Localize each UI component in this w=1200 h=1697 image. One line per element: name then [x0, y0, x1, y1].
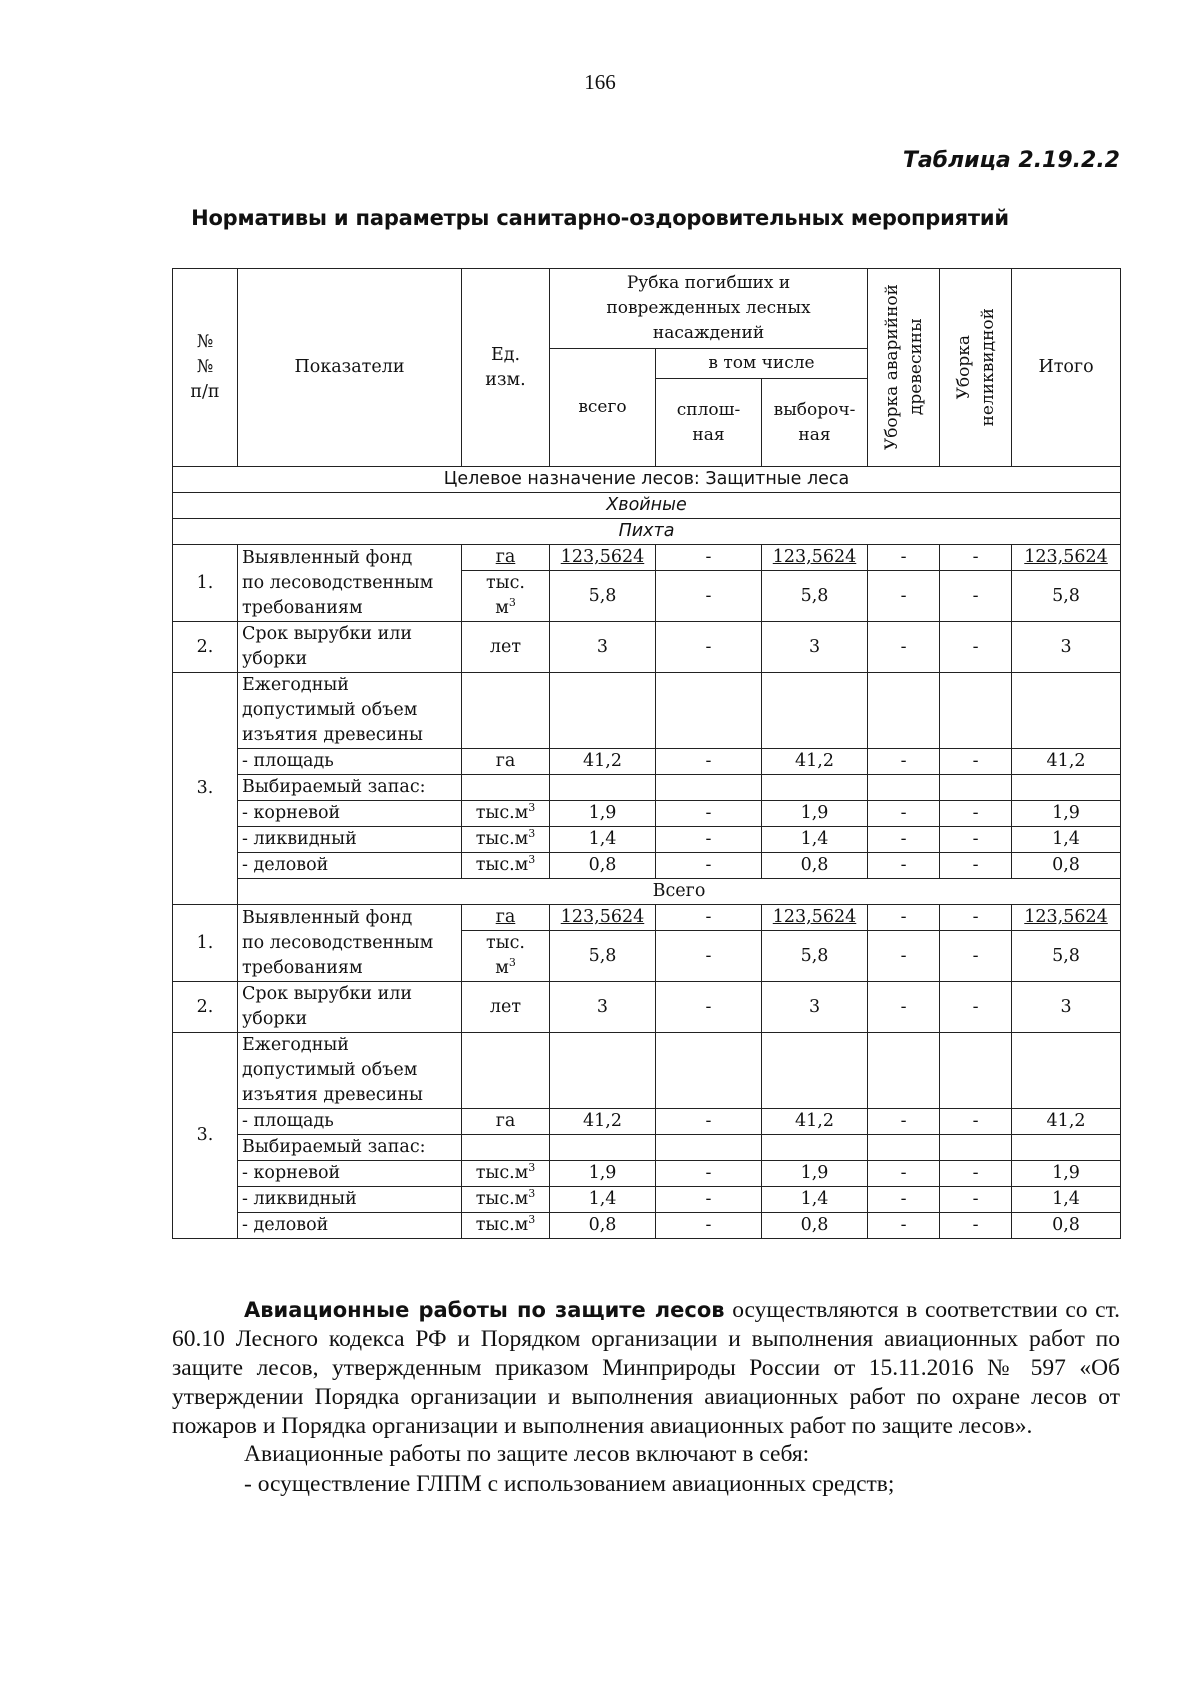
table-title: Нормативы и параметры санитарно-оздоровительных мероприятий [191, 206, 1009, 230]
value-cell: - [940, 545, 1012, 571]
header-illiquid: Уборка неликвидной [940, 269, 1012, 467]
value-cell: 3 [762, 622, 868, 673]
value-cell: - [868, 1213, 940, 1239]
row-label: - площадь [238, 1109, 462, 1135]
value-cell: - [868, 853, 940, 879]
page-number: 166 [584, 70, 616, 94]
value-cell: 0,8 [762, 853, 868, 879]
value-cell: - [656, 931, 762, 982]
value-cell: - [656, 1187, 762, 1213]
row-label: Срок вырубки или уборки [238, 622, 462, 673]
value-cell: - [868, 1187, 940, 1213]
value-cell: 5,8 [550, 571, 656, 622]
paragraph-aviation [172, 1296, 1120, 1441]
paragraph-aviation-bold: Авиационные работы по защите лесов [244, 1298, 725, 1322]
value-cell: 41,2 [550, 1109, 656, 1135]
value-cell: 1,9 [762, 801, 868, 827]
value-cell: 123,5624 [762, 545, 868, 571]
unit-cell: га [462, 905, 550, 931]
value-cell: 5,8 [550, 931, 656, 982]
value-cell: - [656, 853, 762, 879]
value-cell: 3 [550, 622, 656, 673]
value-cell: - [656, 545, 762, 571]
row-label: Ежегодный допустимый объем изъятия древесины [238, 673, 462, 749]
value-cell: - [656, 1161, 762, 1187]
value-cell: - [940, 905, 1012, 931]
unit-cell: га [462, 1109, 550, 1135]
row-label: Выбираемый запас: [238, 775, 462, 801]
header-num: № № п/п [173, 269, 238, 467]
header-felling: Рубка погибших и поврежденных лесных насаждений [550, 269, 868, 349]
unit-cell: тыс. $м^3$ [462, 571, 550, 622]
section-fir: Пихта [173, 519, 1121, 545]
header-unit: Ед. изм. [462, 269, 550, 467]
row-label: - корневой [238, 1161, 462, 1187]
value-cell: - [868, 749, 940, 775]
row-num: 2. [173, 982, 238, 1033]
value-cell: 3 [550, 982, 656, 1033]
value-cell: 41,2 [762, 1109, 868, 1135]
unit-cell: $тыс.м^3$ [462, 1213, 550, 1239]
value-cell: 1,9 [550, 1161, 656, 1187]
unit-cell: $тыс.м^3$ [462, 853, 550, 879]
row-label: Выявленный фонд по лесоводственным требованиям [238, 545, 462, 622]
row-num: 1. [173, 905, 238, 982]
value-cell: - [656, 749, 762, 775]
value-cell: 3 [762, 982, 868, 1033]
section-all: Всего [238, 879, 1121, 905]
value-cell: - [868, 1109, 940, 1135]
row-label: Выбираемый запас: [238, 1135, 462, 1161]
value-cell: - [940, 1109, 1012, 1135]
value-cell: - [940, 1161, 1012, 1187]
value-cell: - [940, 1213, 1012, 1239]
value-cell: 1,4 [762, 827, 868, 853]
row-label: Выявленный фонд по лесоводственным требованиям [238, 905, 462, 982]
value-cell: 5,8 [762, 571, 868, 622]
value-cell: 3 [1012, 982, 1121, 1033]
header-indicators: Показатели [238, 269, 462, 467]
value-cell: 0,8 [550, 853, 656, 879]
unit-cell: тыс. $м^3$ [462, 931, 550, 982]
value-cell: 1,4 [550, 1187, 656, 1213]
value-cell: 1,9 [1012, 801, 1121, 827]
value-cell: - [868, 827, 940, 853]
value-cell: - [940, 801, 1012, 827]
value-cell: - [868, 545, 940, 571]
row-label: - ликвидный [238, 827, 462, 853]
value-cell: 5,8 [1012, 571, 1121, 622]
table-label: Таблица 2.19.2.2 [902, 148, 1120, 173]
header-selective: выбороч- ная [762, 379, 868, 467]
section-coniferous: Хвойные [173, 493, 1121, 519]
value-cell: - [940, 982, 1012, 1033]
value-cell: - [940, 827, 1012, 853]
value-cell: 1,4 [762, 1187, 868, 1213]
header-clear: сплош- ная [656, 379, 762, 467]
value-cell: 123,5624 [762, 905, 868, 931]
value-cell: 1,4 [1012, 1187, 1121, 1213]
row-num: 1. [173, 545, 238, 622]
value-cell: - [656, 801, 762, 827]
value-cell: 3 [1012, 622, 1121, 673]
value-cell: - [868, 801, 940, 827]
value-cell: 5,8 [762, 931, 868, 982]
row-label: - площадь [238, 749, 462, 775]
row-label: - деловой [238, 853, 462, 879]
paragraph-includes: Авиационные работы по защите лесов включают в себя: [244, 1441, 810, 1467]
value-cell: - [940, 1187, 1012, 1213]
row-num: 3. [173, 673, 238, 905]
value-cell: 0,8 [1012, 1213, 1121, 1239]
header-emergency: Уборка аварийной древесины [868, 269, 940, 467]
unit-cell: $тыс.м^3$ [462, 827, 550, 853]
value-cell: 123,5624 [550, 905, 656, 931]
value-cell: - [940, 749, 1012, 775]
value-cell: - [656, 571, 762, 622]
unit-cell: $тыс.м^3$ [462, 1161, 550, 1187]
value-cell: - [868, 905, 940, 931]
header-including: в том числе [656, 349, 868, 379]
row-num: 2. [173, 622, 238, 673]
value-cell: - [940, 931, 1012, 982]
section-purpose: Целевое назначение лесов: Защитные леса [173, 467, 1121, 493]
value-cell: 0,8 [550, 1213, 656, 1239]
value-cell: 5,8 [1012, 931, 1121, 982]
unit-cell: га [462, 749, 550, 775]
value-cell: 1,9 [550, 801, 656, 827]
unit-cell: $тыс.м^3$ [462, 1187, 550, 1213]
value-cell: - [940, 571, 1012, 622]
value-cell: 123,5624 [1012, 545, 1121, 571]
row-num: 3. [173, 1033, 238, 1239]
header-total-all: всего [550, 349, 656, 467]
unit-cell: лет [462, 622, 550, 673]
unit-cell: га [462, 545, 550, 571]
norms-table [172, 268, 1121, 1239]
row-label: Срок вырубки или уборки [238, 982, 462, 1033]
value-cell: - [656, 622, 762, 673]
header-itogo: Итого [1012, 269, 1121, 467]
value-cell: 123,5624 [1012, 905, 1121, 931]
value-cell: - [868, 982, 940, 1033]
value-cell: - [656, 905, 762, 931]
unit-cell: лет [462, 982, 550, 1033]
value-cell: 1,9 [1012, 1161, 1121, 1187]
value-cell: - [940, 853, 1012, 879]
value-cell: 123,5624 [550, 545, 656, 571]
value-cell: 41,2 [762, 749, 868, 775]
paragraph-aviation-rest: осуществляются в соответствии со ст. 60.10 Лесного кодекса РФ и Порядком организации и выполнения авиационных работ по защите лесов, утвержденным приказом Минприроды России от 15.11.2016 № 597 «Об утверждении Порядка организации и выполнения авиационных работ по охране лесов от пожаров и Порядка организации и выполнения авиационных работ по защите лесов». [172, 1297, 1120, 1439]
value-cell: 1,4 [550, 827, 656, 853]
value-cell: 0,8 [762, 1213, 868, 1239]
row-label: - деловой [238, 1213, 462, 1239]
value-cell: - [868, 931, 940, 982]
value-cell: - [868, 1161, 940, 1187]
value-cell: 41,2 [550, 749, 656, 775]
value-cell: - [868, 571, 940, 622]
row-label: - корневой [238, 801, 462, 827]
row-label: Ежегодный допустимый объем изъятия древесины [238, 1033, 462, 1109]
value-cell: - [656, 1109, 762, 1135]
unit-cell: $тыс.м^3$ [462, 801, 550, 827]
list-item: - осуществление ГЛПМ с использованием авиационных средств; [244, 1471, 895, 1497]
value-cell: - [868, 622, 940, 673]
value-cell: - [656, 982, 762, 1033]
value-cell: 41,2 [1012, 749, 1121, 775]
value-cell: - [940, 622, 1012, 673]
value-cell: 0,8 [1012, 853, 1121, 879]
value-cell: - [656, 827, 762, 853]
value-cell: 1,9 [762, 1161, 868, 1187]
value-cell: - [656, 1213, 762, 1239]
value-cell: 1,4 [1012, 827, 1121, 853]
value-cell: 41,2 [1012, 1109, 1121, 1135]
row-label: - ликвидный [238, 1187, 462, 1213]
